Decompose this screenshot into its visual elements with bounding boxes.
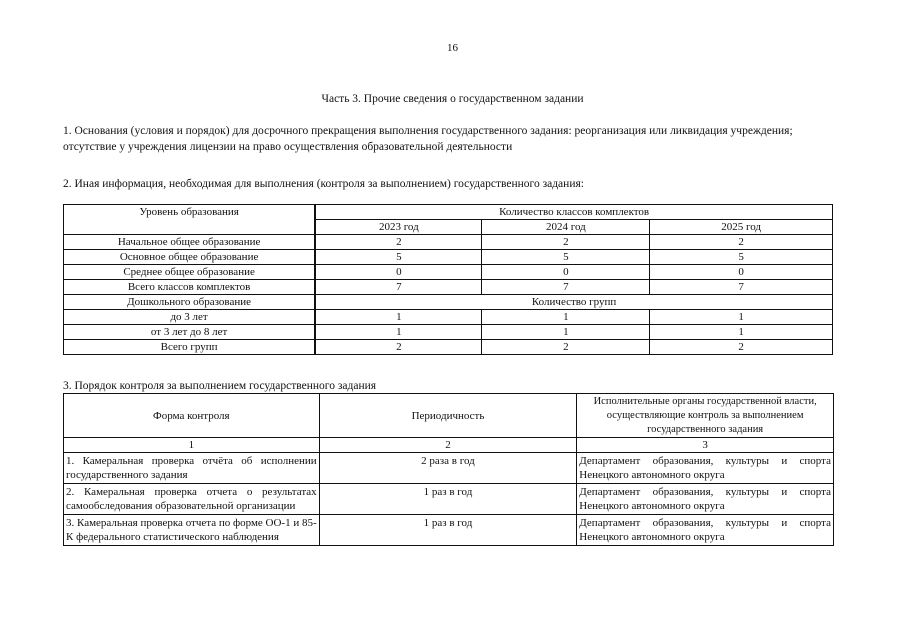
header-level: Уровень образования [64, 205, 316, 235]
cell-value: 5 [315, 250, 482, 265]
control-period: 2 раза в год [319, 453, 577, 484]
row-label: Среднее общее образование [64, 265, 316, 280]
header-classes: Количество классов комплектов [315, 205, 832, 220]
row-label: Начальное общее образование [64, 235, 316, 250]
row-label: от 3 лет до 8 лет [64, 325, 316, 340]
cell-value: 5 [650, 250, 833, 265]
table-row [64, 250, 833, 265]
header-period: Периодичность [319, 394, 577, 438]
row-label: до 3 лет [64, 310, 316, 325]
cell-value: 1 [650, 310, 833, 325]
cell-value: 0 [650, 265, 833, 280]
section-2-title: 2. Иная информация, необходимая для выполнения (контроля за выполнением) государственного задания: [63, 178, 584, 190]
header-year: 2024 год [482, 220, 650, 235]
cell-value: 7 [650, 280, 833, 295]
table-row [64, 325, 833, 340]
page-number: 16 [447, 42, 458, 54]
header-year: 2023 год [315, 220, 482, 235]
cell-value: 2 [315, 340, 482, 355]
header-form: Форма контроля [64, 394, 320, 438]
table-row [64, 340, 833, 355]
cell-value: 1 [482, 310, 650, 325]
groups-header: Количество групп [315, 295, 832, 310]
control-procedure-table [63, 393, 834, 546]
table-row [64, 295, 833, 310]
row-label: Основное общее образование [64, 250, 316, 265]
control-org: Департамент образования, культуры и спорта Ненецкого автономного округа [577, 484, 834, 515]
cell-value: 2 [482, 235, 650, 250]
cell-value: 7 [482, 280, 650, 295]
education-levels-table [63, 204, 833, 355]
cell-value: 1 [315, 325, 482, 340]
control-form: 2. Камеральная проверка отчета о результатах самообследования образовательной организации [64, 484, 320, 515]
table-row [64, 280, 833, 295]
cell-value: 1 [650, 325, 833, 340]
preschool-label: Дошкольного образование [64, 295, 316, 310]
table-row [64, 515, 834, 546]
section-1-text: 1. Основания (условия и порядок) для досрочного прекращения выполнения государственного задания: реорганизация или ликвидация учреждения; отсутствие у учреждения лицензии на право осуществления образовательной деятельности [63, 125, 793, 153]
cell-value: 2 [482, 340, 650, 355]
cell-value: 7 [315, 280, 482, 295]
control-org: Департамент образования, культуры и спорта Ненецкого автономного округа [577, 515, 834, 546]
table-row [64, 265, 833, 280]
row-label: Всего групп [64, 340, 316, 355]
part-title: Часть 3. Прочие сведения о государственном задании [321, 93, 584, 105]
control-form: 1. Камеральная проверка отчёта об исполнении государственного задания [64, 453, 320, 484]
cell-value: 2 [315, 235, 482, 250]
cell-value: 0 [482, 265, 650, 280]
row-label: Всего классов комплектов [64, 280, 316, 295]
cell-value: 0 [315, 265, 482, 280]
cell-value: 1 [482, 325, 650, 340]
header-year: 2025 год [650, 220, 833, 235]
cell-value: 2 [650, 235, 833, 250]
cell-value: 5 [482, 250, 650, 265]
cell-value: 1 [315, 310, 482, 325]
column-number: 3 [577, 438, 834, 453]
control-org: Департамент образования, культуры и спорта Ненецкого автономного округа [577, 453, 834, 484]
control-period: 1 раз в год [319, 484, 577, 515]
section-3-title: 3. Порядок контроля за выполнением государственного задания [63, 380, 377, 392]
control-period: 1 раз в год [319, 515, 577, 546]
column-number: 2 [319, 438, 577, 453]
table-row [64, 484, 834, 515]
header-org: Исполнительные органы государственной власти, осуществляющие контроль за выполнением государственного задания [577, 394, 834, 438]
cell-value: 2 [650, 340, 833, 355]
table-row [64, 453, 834, 484]
table-row [64, 310, 833, 325]
control-form: 3. Камеральная проверка отчета по форме ОО-1 и 85-К федерального статистического наблюдения [64, 515, 320, 546]
column-number: 1 [64, 438, 320, 453]
table-row [64, 235, 833, 250]
